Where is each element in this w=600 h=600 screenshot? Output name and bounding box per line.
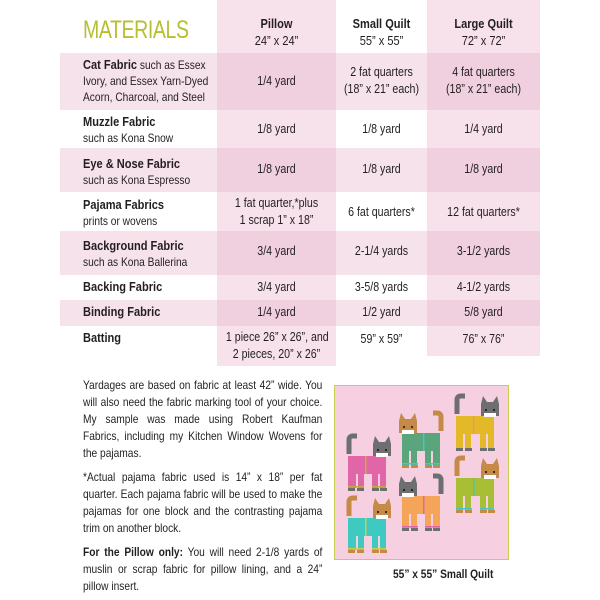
row-label-background-fabric [83, 238, 187, 270]
label-title: Background Fabric [83, 238, 184, 253]
cell-pajama-small: 6 fat quarters* [348, 205, 415, 219]
label-title: Muzzle Fabric [83, 114, 156, 129]
cell-muzzle-small: 1/8 yard [362, 122, 401, 136]
header-size: 55” x 55” [359, 33, 404, 48]
row-label-eye-nose-fabric [83, 156, 190, 188]
cell-binding-pillow: 1/4 yard [257, 305, 296, 319]
label-sub: such as Essex [137, 58, 206, 72]
label-title: Batting [83, 330, 122, 345]
cell-binding-large: 5/8 yard [464, 305, 503, 319]
row-label-muzzle-fabric [83, 114, 173, 146]
note-yardage: Yardages are based on fabric at least 42” wide. You will also need the fabric marking tool of your choice. My sample was made using Robert Kaufman Fabrics, including my Kitchen Window Wovens for the pajamas. [83, 379, 323, 460]
label-sub: Acorn, Charcoal, and Steel [83, 90, 205, 104]
header-small-quilt [336, 15, 427, 49]
header-name: Small Quilt [352, 16, 411, 31]
cell-pajama-large: 12 fat quarters* [447, 205, 520, 219]
cell-background-small: 2-1/4 yards [354, 244, 409, 258]
row-label-binding-fabric [83, 304, 160, 320]
label-title: Cat Fabric [83, 57, 138, 72]
header-name: Large Quilt [454, 16, 513, 31]
note-pajama-fabric: *Actual pajama fabric used is 14” x 18” per fat quarter. Each pajama fabric will be used to make the pajamas for one block and the contrasting pajama trim on another block. [83, 471, 323, 535]
label-title: Pajama Fabrics [83, 197, 165, 212]
cell-cat-pillow: 1/4 yard [257, 74, 296, 88]
cell-batting-pillow: 1 piece 26” x 26”, and 2 pieces, 20” x 26” [225, 330, 329, 361]
header-size: 72” x 72” [461, 33, 506, 48]
header-size: 24” x 24” [254, 33, 299, 48]
label-title: Eye & Nose Fabric [83, 156, 181, 171]
header-pillow [217, 15, 336, 49]
row-label-cat-fabric [83, 57, 208, 105]
cell-backing-large: 4-1/2 yards [456, 280, 511, 294]
header-large-quilt [427, 15, 540, 49]
cell-eye-small: 1/8 yard [362, 162, 401, 176]
cell-pajama-pillow: 1 fat quarter,*plus 1 scrap 1” x 18” [234, 196, 319, 227]
page-title: MATERIALS [83, 16, 189, 44]
row-label-pajama-fabrics [83, 197, 164, 229]
cell-background-pillow: 3/4 yard [257, 244, 296, 258]
cell-eye-pillow: 1/8 yard [257, 162, 296, 176]
label-sub: such as Kona Snow [83, 131, 174, 145]
label-sub: prints or wovens [83, 214, 158, 228]
quilt-illustration [334, 385, 509, 560]
header-name: Pillow [260, 16, 293, 31]
label-sub: such as Kona Espresso [83, 173, 191, 187]
cell-backing-pillow: 3/4 yard [257, 280, 296, 294]
cell-cat-small: 2 fat quarters (18” x 21” each) [343, 65, 419, 96]
cell-batting-small: 59” x 59” [360, 332, 403, 346]
label-sub: such as Kona Ballerina [83, 255, 188, 269]
cell-muzzle-pillow: 1/8 yard [257, 122, 296, 136]
cell-cat-large: 4 fat quarters (18” x 21” each) [445, 65, 521, 96]
label-sub: Ivory, and Essex Yarn-Dyed [83, 74, 209, 88]
row-label-batting [83, 330, 121, 346]
notes-section [83, 377, 323, 600]
figure-caption: 55” x 55” Small Quilt [393, 567, 494, 581]
note-pillow-text: You will need 2-1/8 yards of muslin or scrap fabric for pillow lining, and a 24” pillow insert. [83, 546, 323, 593]
note-pillow [83, 544, 322, 595]
cell-batting-large: 76” x 76” [462, 332, 505, 346]
row-label-backing-fabric [83, 279, 162, 295]
cats-in-pajamas-icon [335, 386, 509, 560]
label-title: Backing Fabric [83, 279, 163, 294]
cell-muzzle-large: 1/4 yard [464, 122, 503, 136]
label-title: Binding Fabric [83, 304, 161, 319]
cell-eye-large: 1/8 yard [464, 162, 503, 176]
note-pillow-heading: For the Pillow only: [83, 546, 183, 559]
cell-background-large: 3-1/2 yards [456, 244, 511, 258]
cell-binding-small: 1/2 yard [362, 305, 401, 319]
cell-backing-small: 3-5/8 yards [354, 280, 409, 294]
